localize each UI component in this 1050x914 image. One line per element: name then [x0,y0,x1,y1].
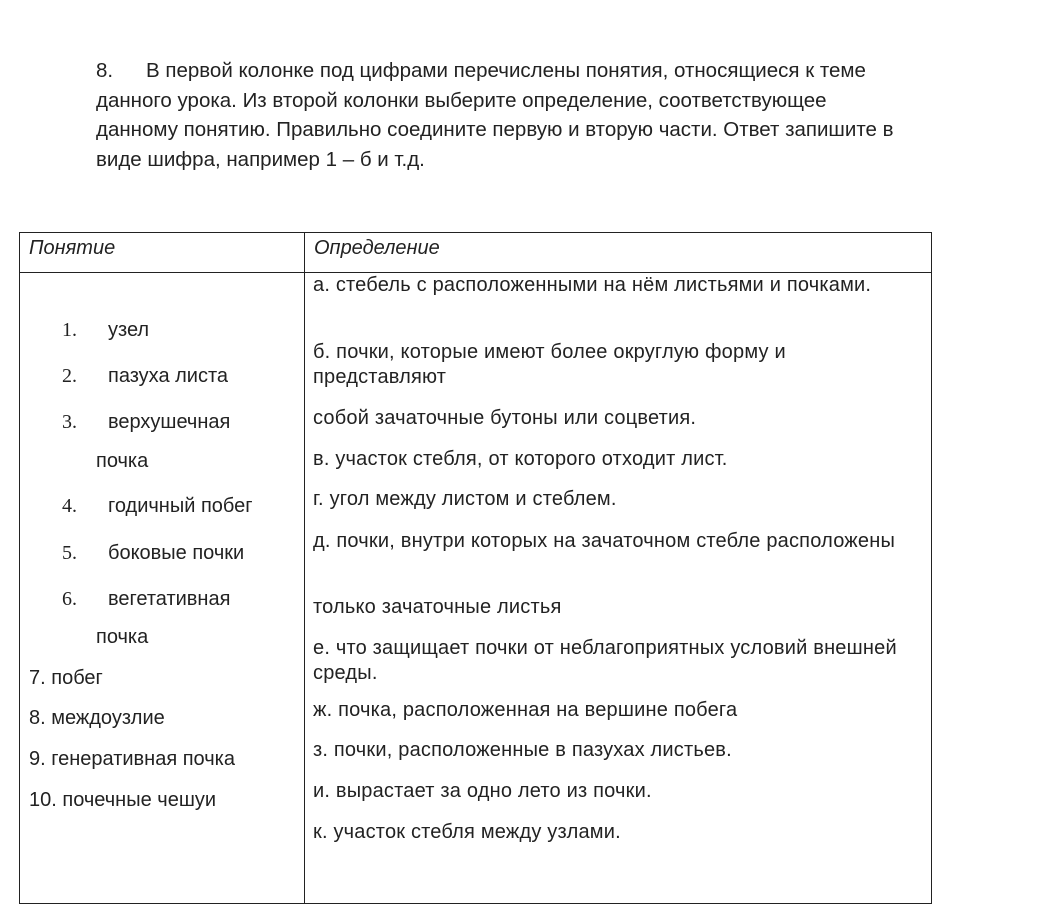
definition-item: только зачаточные листья [313,596,562,618]
header-concept: Понятие [20,233,305,273]
concept-item: 1. узел [62,319,150,341]
task-line-4: виде шифра, например 1 – б и т.д. [96,147,425,171]
definition-list [305,273,931,901]
concept-item-continuation: почка [96,626,149,648]
table-body-row [20,273,932,904]
task-line-3: данному понятию. Правильно соедините первую и вторую части. Ответ запишите в [96,118,894,141]
concept-item: 4. годичный побег [62,495,253,517]
definition-item: ж. почка, расположенная на вершине побега [313,699,738,721]
concept-item: 8. междоузлие [29,707,165,729]
matching-table [19,232,932,904]
task-line-2: данного урока. Из второй колонки выберите определение, соответствующее [96,88,827,112]
definition-item: е. что защищает почки от неблагоприятных условий внешней среды. [313,637,897,684]
task-line-1: 8. В первой колонке под цифрами перечислены понятия, относящиеся к теме [96,56,996,86]
definition-item: собой зачаточные бутоны или соцветия. [313,407,697,429]
definition-item: и. вырастает за одно лето из почки. [313,780,652,802]
concept-item: 2. пазуха листа [62,365,229,387]
concept-item-continuation: почка [96,450,149,472]
concept-item: 3. верхушечная [62,411,231,433]
concept-item: 10. почечные чешуи [29,789,217,811]
definition-item: г. угол между листом и стеблем. [313,488,617,510]
concept-item: 9. генеративная почка [29,748,235,770]
table-header-row [20,233,932,273]
task-text [96,56,996,174]
concept-item: 7. побег [29,667,103,689]
definition-item: в. участок стебля, от которого отходит лист. [313,448,728,470]
concepts-cell [20,273,305,904]
concept-item: 5. боковые почки [62,542,245,564]
definitions-cell [305,273,932,904]
definition-item: а. стебель с расположенными на нём листьями и почками. [313,274,872,296]
task-number: 8. [96,59,114,82]
definition-item: б. почки, которые имеют более округлую форму и представляют [313,341,786,388]
definition-item: з. почки, расположенные в пазухах листьев. [313,739,732,761]
concept-list [20,273,304,901]
definition-item: д. почки, внутри которых на зачаточном стебле расположены [313,530,896,552]
concept-item: 6. вегетативная [62,588,231,610]
definition-item: к. участок стебля между узлами. [313,821,621,843]
header-definition: Определение [305,233,932,273]
